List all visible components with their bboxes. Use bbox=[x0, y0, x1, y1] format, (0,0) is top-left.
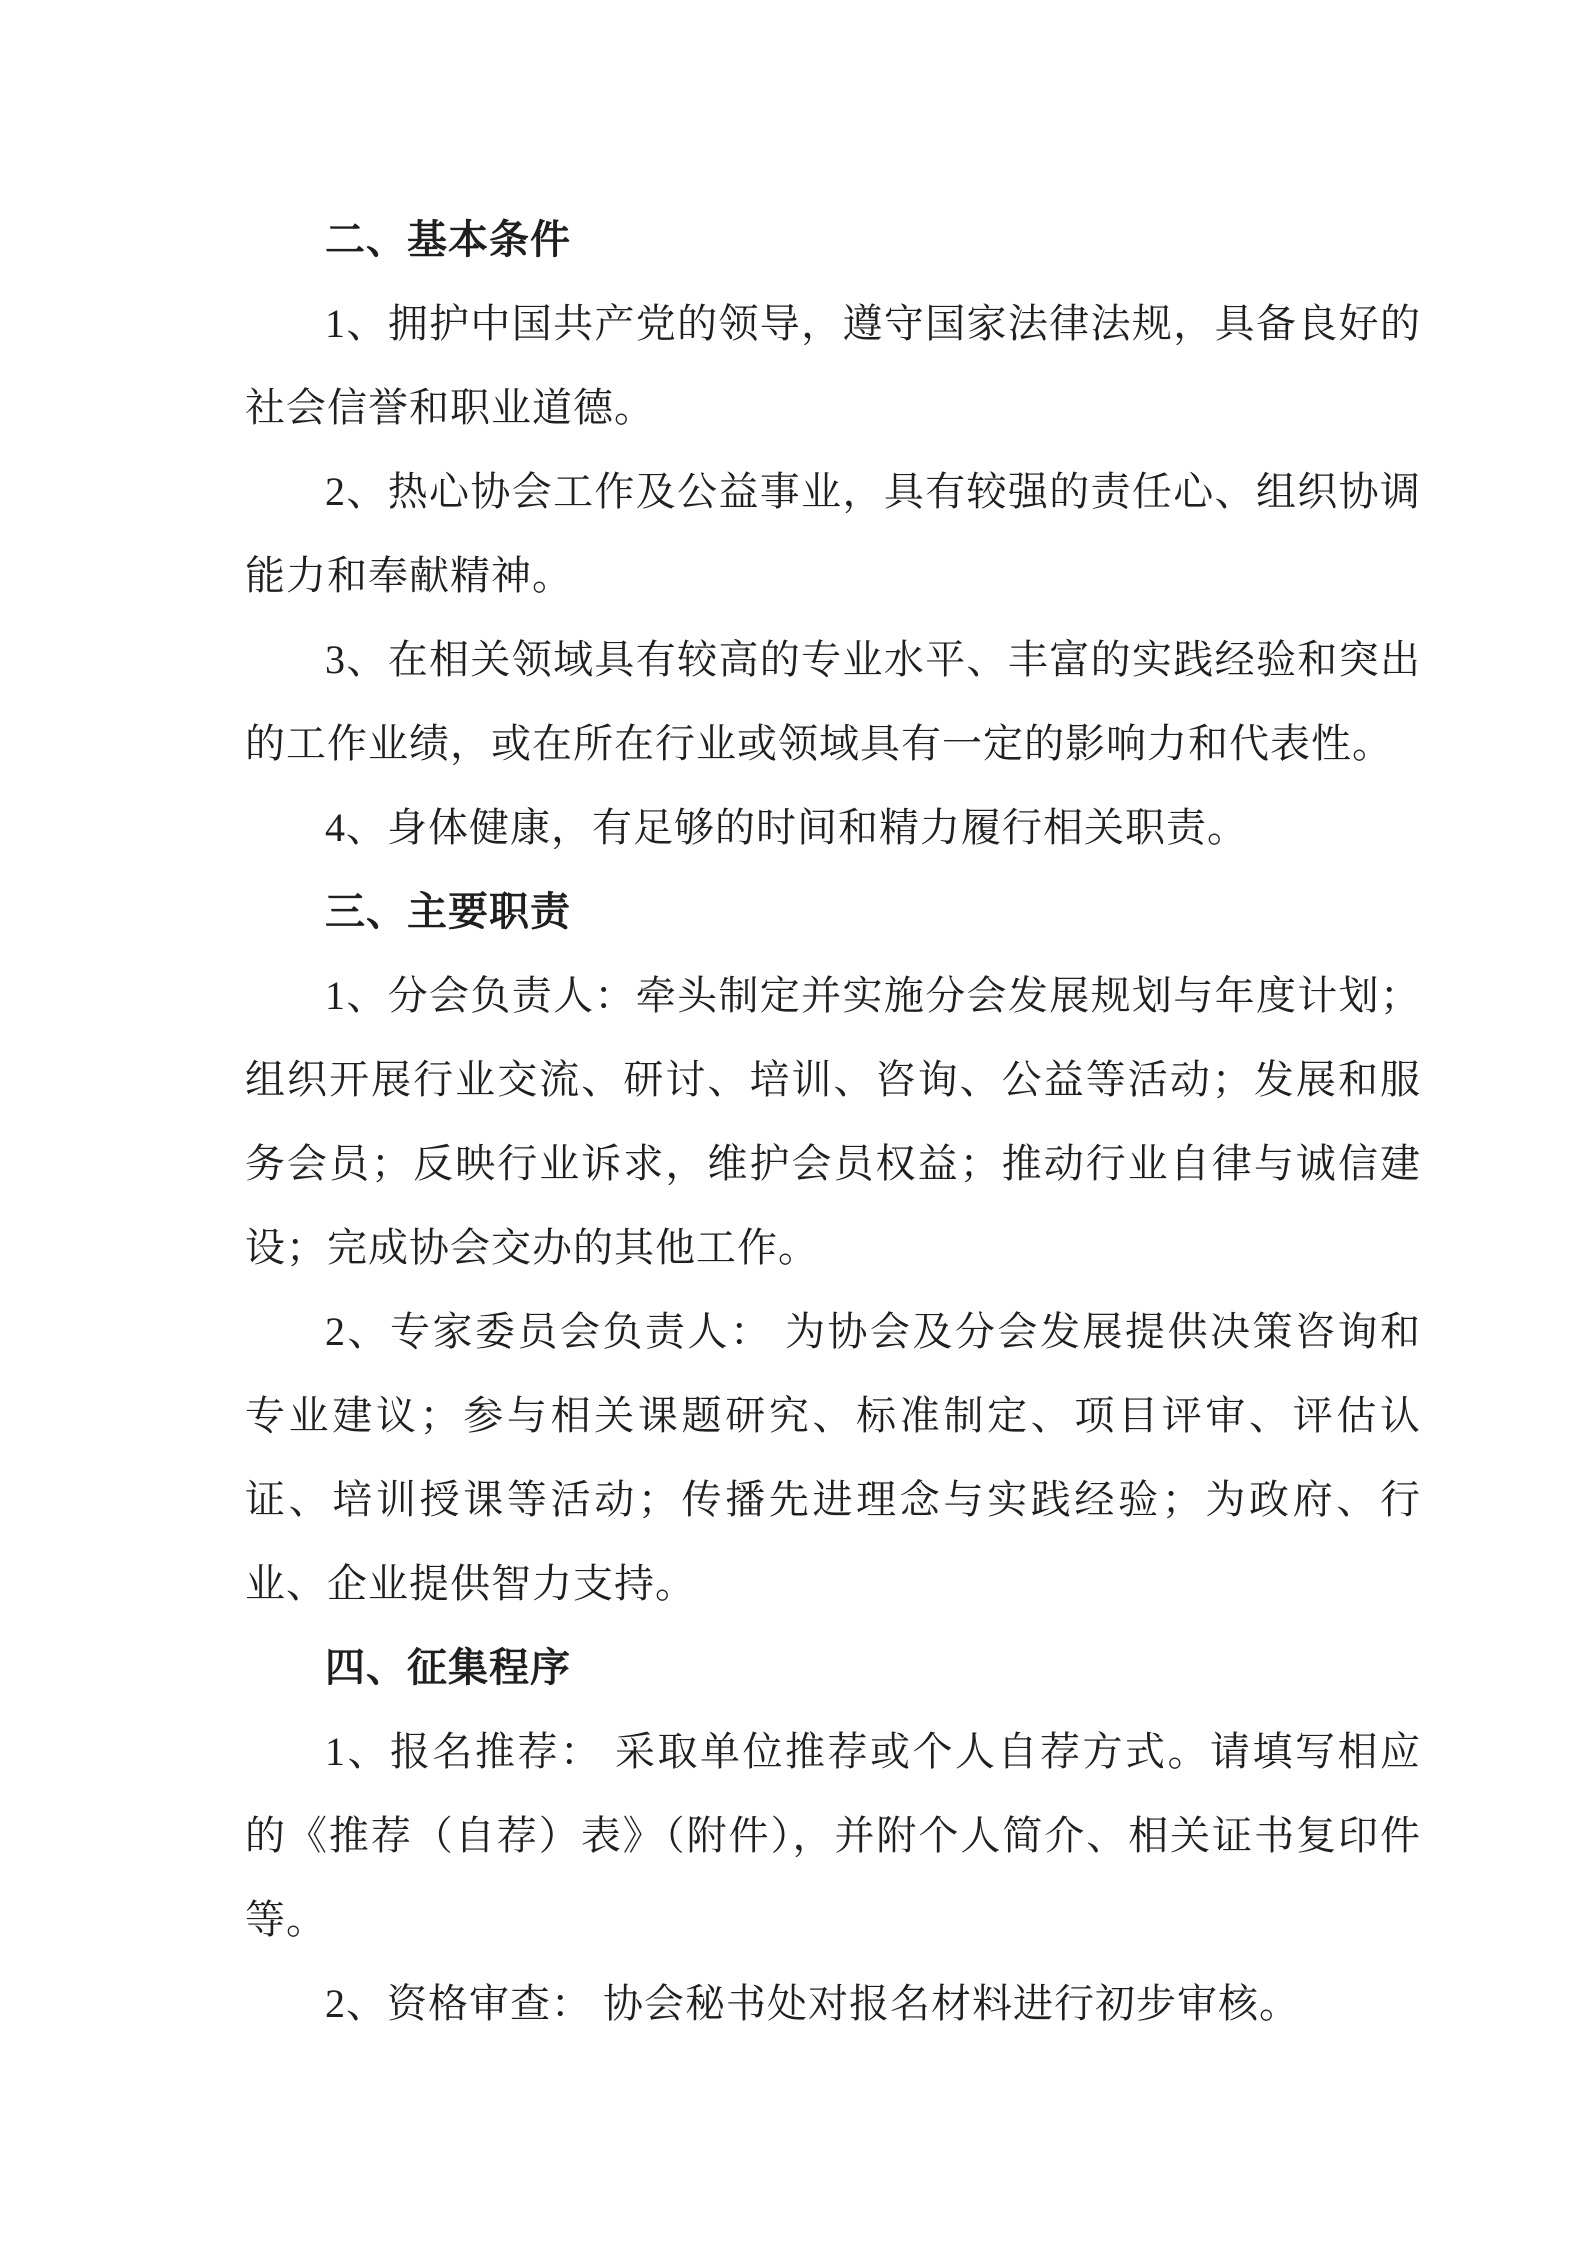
paragraph: 3、在相关领域具有较高的专业水平、丰富的实践经验和突出的工作业绩，或在所在行业或领域具有一定的影响力和代表性。 bbox=[245, 637, 1421, 766]
paragraph: 1、拥护中国共产党的领导，遵守国家法律法规，具备良好的社会信誉和职业道德。 bbox=[245, 301, 1421, 430]
section-heading: 二、基本条件 bbox=[325, 217, 571, 262]
document-body bbox=[245, 198, 1421, 2046]
section-heading: 三、主要职责 bbox=[325, 889, 571, 934]
paragraph: 2、资格审查： 协会秘书处对报名材料进行初步审核。 bbox=[325, 1981, 1300, 2026]
paragraph: 1、分会负责人：牵头制定并实施分会发展规划与年度计划；组织开展行业交流、研讨、培训、咨询、公益等活动；发展和服务会员；反映行业诉求，维护会员权益；推动行业自律与诚信建设；完成协会交办的其他工作。 bbox=[245, 973, 1421, 1270]
paragraph: 2、专家委员会负责人： 为协会及分会发展提供决策咨询和专业建议；参与相关课题研究、标准制定、项目评审、评估认证、培训授课等活动；传播先进理念与实践经验；为政府、行业、企业提供智力支持。 bbox=[245, 1309, 1421, 1606]
paragraph: 4、身体健康，有足够的时间和精力履行相关职责。 bbox=[325, 805, 1248, 850]
paragraph: 2、热心协会工作及公益事业，具有较强的责任心、组织协调能力和奉献精神。 bbox=[245, 469, 1421, 598]
paragraph: 1、报名推荐： 采取单位推荐或个人自荐方式。请填写相应的《推荐（自荐）表》（附件），并附个人简介、相关证书复印件等。 bbox=[245, 1729, 1421, 1942]
section-heading: 四、征集程序 bbox=[325, 1645, 571, 1690]
